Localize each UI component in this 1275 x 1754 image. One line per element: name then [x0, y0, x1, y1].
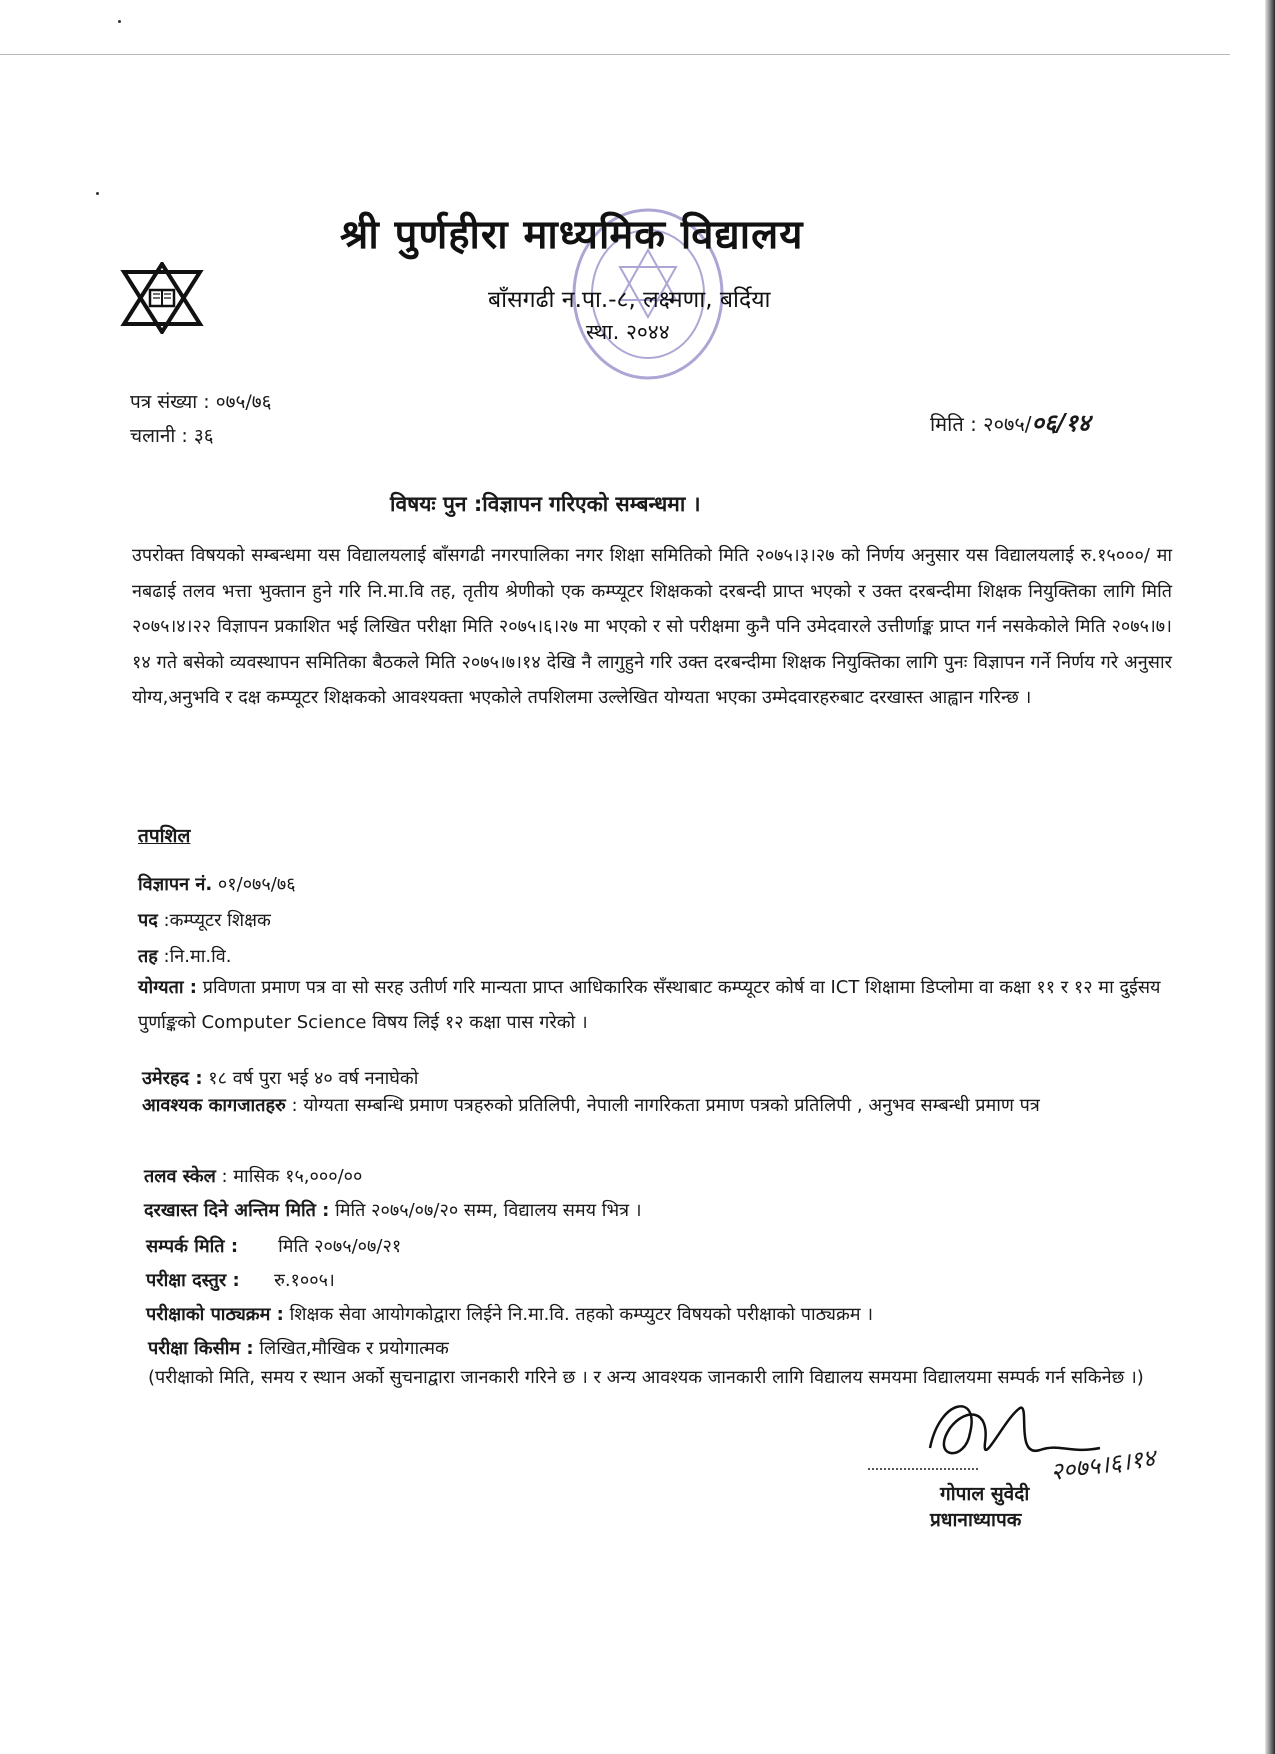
field-post — [138, 908, 271, 932]
field-label: परीक्षा दस्तुर : — [146, 1270, 240, 1291]
scan-top-line — [0, 54, 1230, 55]
field-age-limit — [142, 1066, 418, 1090]
field-value: : योग्यता सम्बन्धि प्रमाण पत्रहरुको प्रतिलिपी, नेपाली नागरिकता प्रमाण पत्रको प्रतिलिपी , अनुभव सम्बन्धी प्रमाण पत्र — [285, 1095, 1040, 1116]
school-address: बाँसगढी न.पा.-८, लक्ष्मणा, बर्दिया — [488, 287, 771, 313]
field-label: सम्पर्क मिति : — [146, 1236, 239, 1257]
scan-speck — [96, 192, 99, 195]
field-value: शिक्षक सेवा आयोगकोद्वारा लिईने नि.मा.वि. तहको कम्प्युटर विषयको परीक्षाको पाठ्यक्रम । — [283, 1304, 874, 1325]
field-label: विज्ञापन नं. — [138, 874, 213, 895]
field-label: दरखास्त दिने अन्तिम मिति : — [144, 1200, 330, 1221]
field-label: तलव स्केल — [144, 1166, 216, 1187]
school-established: स्था. २०४४ — [586, 320, 670, 344]
scan-speck — [118, 20, 121, 23]
field-value: ०१/०७५/७६ — [212, 874, 296, 895]
field-exam-fee — [146, 1268, 335, 1292]
field-deadline — [144, 1198, 642, 1222]
field-label: योग्यता : — [138, 977, 197, 998]
signature-dotted-line — [868, 1468, 978, 1470]
star-book-emblem-icon — [120, 262, 204, 334]
field-value: १८ वर्ष पुरा भई ४० वर्ष ननाघेको — [202, 1068, 419, 1089]
field-qualification — [138, 970, 1173, 1040]
school-name-heading: श्री पुर्णहीरा माध्यमिक विद्यालय — [340, 212, 804, 258]
subject-line: विषयः पुन :विज्ञापन गरिएको सम्बन्धमा । — [390, 492, 701, 516]
details-heading: तपशिल — [138, 825, 191, 847]
field-documents — [142, 1088, 1177, 1123]
field-label: परीक्षाको पाठ्यक्रम : — [146, 1304, 284, 1325]
field-label: तह — [138, 946, 158, 967]
field-label: पद — [138, 910, 158, 931]
field-label: आवश्यक कागजातहरु — [142, 1095, 286, 1116]
letter-date-handwritten: ०६/१४ — [1031, 408, 1091, 437]
field-label: परीक्षा किसीम : — [148, 1338, 254, 1359]
field-note: (परीक्षाको मिति, समय र स्थान अर्को सुचनाद्वारा जानकारी गरिने छ । र अन्य आवश्यक जानकारी लागि विद्यालय समयमा विद्यालयमा सम्पर्क गर्न सकिनेछ ।) — [148, 1367, 1144, 1388]
field-syllabus — [146, 1302, 873, 1326]
field-label: उमेरहद : — [142, 1068, 203, 1089]
field-value: लिखित,मौखिक र प्रयोगात्मक — [253, 1338, 449, 1359]
field-exam-type — [148, 1336, 449, 1360]
field-value: प्रविणता प्रमाण पत्र वा सो सरह उतीर्ण गरि मान्यता प्राप्त आधिकारिक सँस्थाबाट कम्प्यूटर कोर्ष वा ICT शिक्षामा डिप्लोमा वा कक्षा ११ र १२ मा दुईसय पुर्णाङ्कको Computer Science विषय लिई १२ कक्षा पास गरेको । — [138, 977, 1161, 1033]
scan-edge-shadow — [1265, 0, 1275, 1754]
signer-name: गोपाल सुवेदी — [940, 1483, 1030, 1505]
field-value: :नि.मा.वि. — [157, 946, 232, 967]
field-level — [138, 944, 232, 968]
signer-title: प्रधानाध्यापक — [930, 1509, 1022, 1531]
field-value: मिति २०७५/०७/२० सम्म, विद्यालय समय भित्र । — [329, 1200, 642, 1221]
field-salary — [144, 1164, 362, 1188]
letter-number: पत्र संख्या : ०७५/७६ — [130, 391, 272, 413]
field-contact-date — [146, 1234, 401, 1258]
field-value: : मासिक १५,०००/०० — [215, 1166, 363, 1187]
field-ad-number — [138, 872, 296, 896]
signature-date: २०७५।६।१४ — [1048, 1443, 1158, 1487]
field-value: रु.१००५। — [239, 1270, 335, 1291]
dispatch-number: चलानी : ३६ — [130, 425, 214, 447]
field-value: मिति २०७५/०७/२१ — [238, 1236, 402, 1257]
field-value: :कम्प्यूटर शिक्षक — [157, 910, 271, 931]
body-paragraph: उपरोक्त विषयको सम्बन्धमा यस विद्यालयलाई बाँसगढी नगरपालिका नगर शिक्षा समितिको मिति २०७५।३।२७ को निर्णय अनुसार यस विद्यालयलाई रु.१५०००/ मा नबढाई तलव भत्ता भुक्तान हुने गरि नि.मा.वि तह, तृतीय श्रेणीको एक कम्प्यूटर शिक्षकको दरबन्दी प्राप्त भएको र उक्त दरबन्दीमा शिक्षक नियुक्तिका लागि मिति २०७५।४।२२ विज्ञापन प्रकाशित भई लिखित परीक्षा मिति २०७५।६।२७ मा भएको र सो परीक्षमा कुनै पनि उमेदवारले उत्तीर्णाङ्क प्राप्त गर्न नसकेकोले मिति २०७५।७।१४ गते बसेको व्यवस्थापन समितिका बैठकले मिति २०७५।७।१४ देखि नै लागुहुने गरि उक्त दरबन्दीमा शिक्षक नियुक्तिका लागि पुनः विज्ञापन गर्ने निर्णय गरे अनुसार योग्य,अनुभवि र दक्ष कम्प्यूटर शिक्षकको आवश्यक्ता भएकोले तपशिलमा उल्लेखित योग्यता भएका उम्मेदवारहरुबाट दरखास्त आह्वान गरिन्छ । — [132, 545, 1172, 708]
letter-date-label: मिति : २०७५/ — [930, 412, 1032, 436]
letter-date — [930, 406, 1090, 439]
